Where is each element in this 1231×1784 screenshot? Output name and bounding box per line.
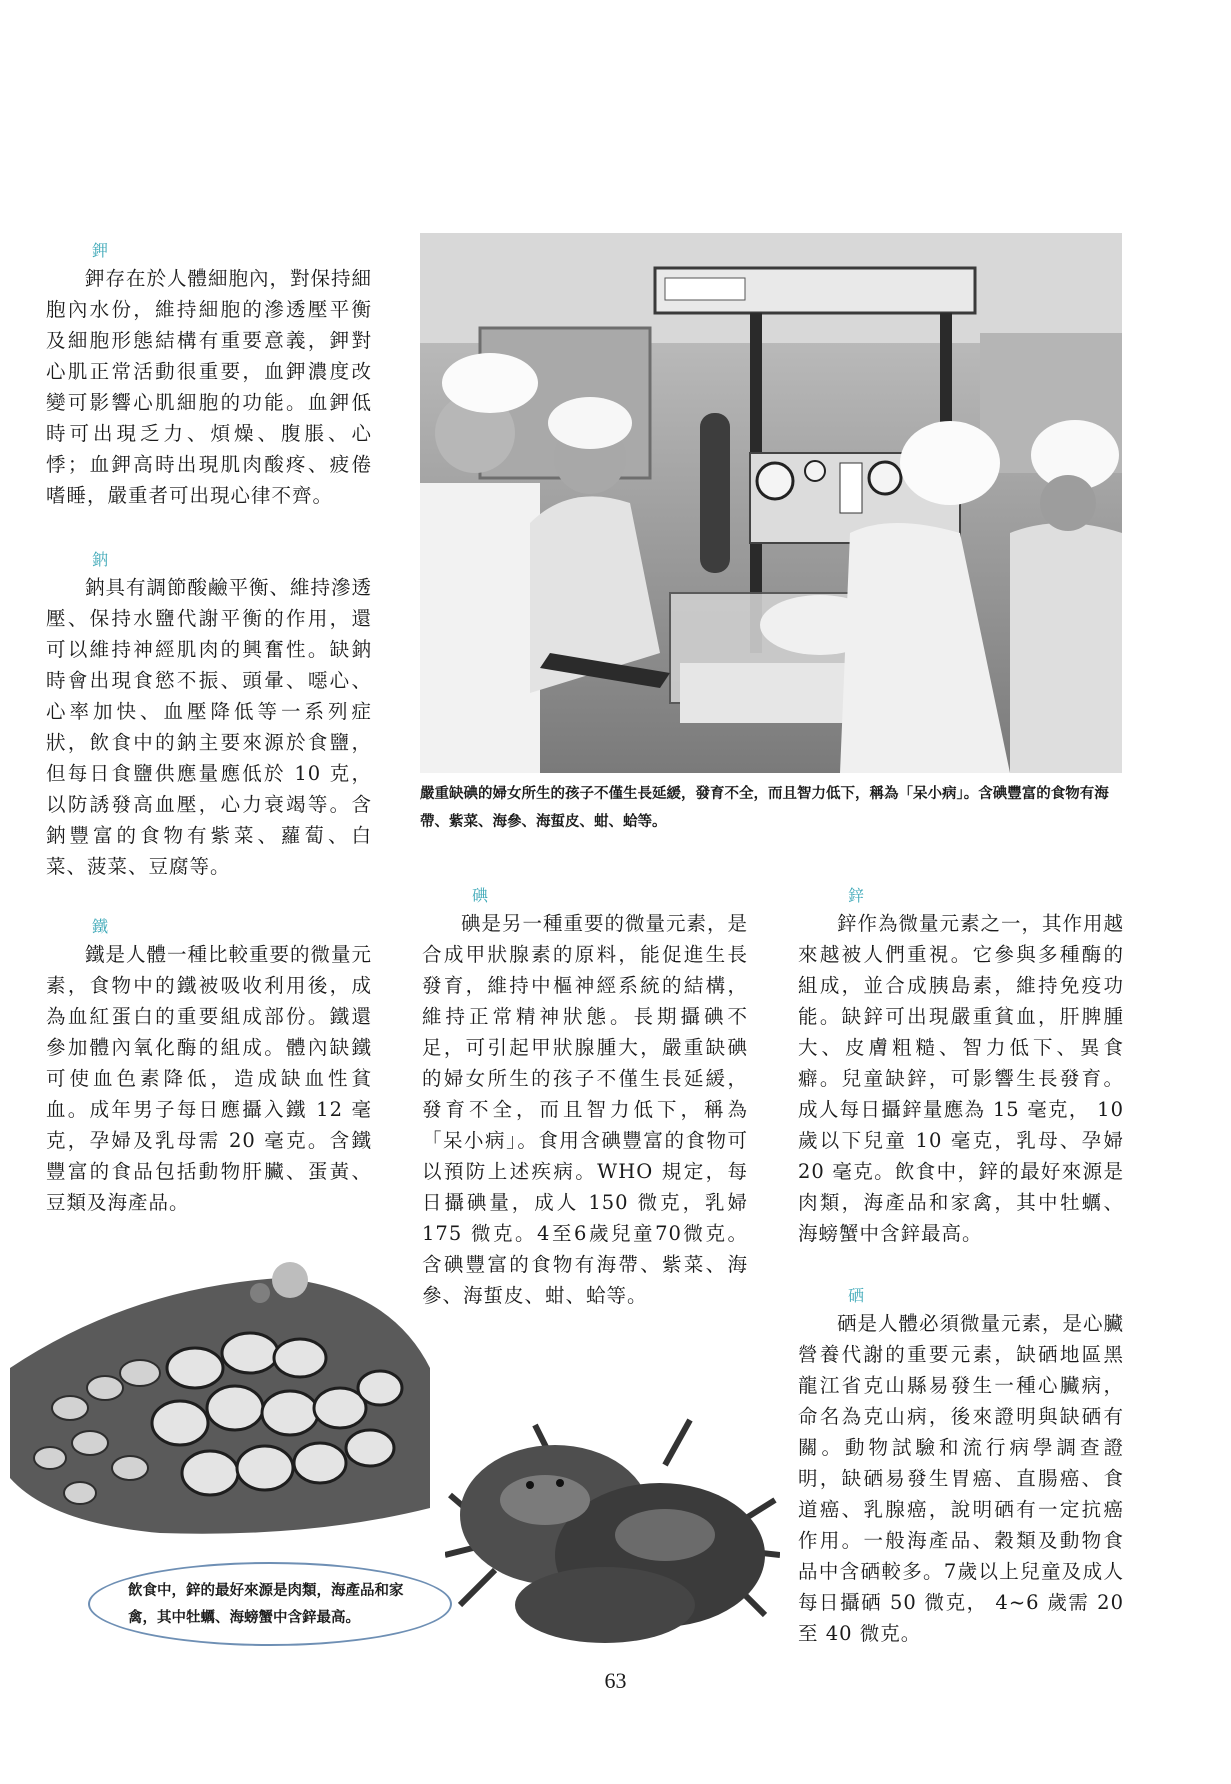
potassium-paragraph: 鉀存在於人體細胞內，對保持細胞內水份，維持細胞的滲透壓平衡及細胞形態結構有重要意義，鉀對心肌正常活動很重要，血鉀濃度改變可影響心肌細胞的功能。血鉀低時可出現乏力、煩燥、腹脹、心悸；血鉀高時出現肌肉酸疼、疲倦嗜睡，嚴重者可出現心律不齊。	[46, 267, 373, 507]
iodine-paragraph: 碘是另一種重要的微量元素，是合成甲狀腺素的原料，能促進生長發育，維持中樞神經系統的結構，維持正常精神狀態。長期攝碘不足，可引起甲狀腺腫大，嚴重缺碘的婦女所生的孩子不僅生長延緩，發育不全，而且智力低下，稱為「呆小病」。食用含碘豐富的食物可以預防上述疾病。WHO 規定，每日攝碘量，成人 150 微克，乳婦 175 微克。4至6歲兒童70微克。含碘豐富的食物有海帶、紫菜、海參、海蜇皮、蚶、蛤等。	[422, 912, 749, 1307]
oval-caption: 飲食中，鋅的最好來源是肉類，海產品和家禽，其中牡蠣、海螃蟹中含鋅最高。	[128, 1583, 404, 1626]
photo-caption: 嚴重缺碘的婦女所生的孩子不僅生長延緩，發育不全，而且智力低下，稱為「呆小病」。含碘豐富的食物有海帶、紫菜、海參、海蜇皮、蚶、蛤等。	[420, 786, 1109, 830]
selenium-heading: 硒	[848, 1286, 866, 1305]
page-number: 63	[604, 1668, 627, 1693]
medical-team-photo	[420, 233, 1122, 773]
medical-team-illustration	[420, 233, 1122, 773]
sodium-heading: 鈉	[92, 550, 110, 569]
iodine-heading: 碘	[472, 886, 490, 905]
zinc-paragraph: 鋅作為微量元素之一，其作用越來越被人們重視。它參與多種酶的組成，並合成胰島素，維持免疫功能。缺鋅可出現嚴重貧血，肝脾腫大、皮膚粗糙、智力低下、異食癖。兒童缺鋅，可影響生長發育。成人每日攝鋅量應為 15 毫克， 10 歲以下兒童 10 毫克，乳母、孕婦 20 毫克。飲食中，鋅的最好來源是肉類，海產品和家禽，其中牡蠣、海螃蟹中含鋅最高。	[798, 912, 1125, 1245]
crab-photo	[445, 1405, 780, 1645]
zinc-caption-oval	[88, 1562, 452, 1646]
sodium-paragraph: 鈉具有調節酸鹼平衡、維持滲透壓、保持水鹽代謝平衡的作用，還可以維持神經肌肉的興奮性。缺鈉時會出現食慾不振、頭暈、噁心、心率加快、血壓降低等一系列症狀，飲食中的鈉主要來源於食鹽，但每日食鹽供應量應低於 10 克，以防誘發高血壓，心力衰竭等。含鈉豐富的食物有紫菜、蘿蔔、白菜、菠菜、豆腐等。	[46, 576, 373, 878]
zinc-heading: 鋅	[848, 886, 866, 905]
shellfish-photo	[10, 1258, 430, 1538]
selenium-paragraph: 硒是人體必須微量元素，是心臟營養代謝的重要元素，缺硒地區黑龍江省克山縣易發生一種心臟病，命名為克山病，後來證明與缺硒有關。動物試驗和流行病學調查證明，缺硒易發生胃癌、直腸癌、食道癌、乳腺癌，說明硒有一定抗癌作用。一般海產品、穀類及動物食品中含硒較多。7歲以上兒童及成人每日攝硒 50 微克， 4~6 歲需 20 至 40 微克。	[798, 1312, 1125, 1645]
crab-illustration	[445, 1405, 780, 1645]
iron-paragraph: 鐵是人體一種比較重要的微量元素，食物中的鐵被吸收利用後，成為血紅蛋白的重要組成部份。鐵還參加體內氧化酶的組成。體內缺鐵可使血色素降低，造成缺血性貧血。成年男子每日應攝入鐵 12 毫克，孕婦及乳母需 20 毫克。含鐵豐富的食品包括動物肝臟、蛋黃、豆類及海產品。	[46, 943, 373, 1214]
shellfish-illustration	[10, 1258, 430, 1538]
iron-heading: 鐵	[92, 917, 110, 936]
potassium-heading: 鉀	[92, 241, 110, 260]
